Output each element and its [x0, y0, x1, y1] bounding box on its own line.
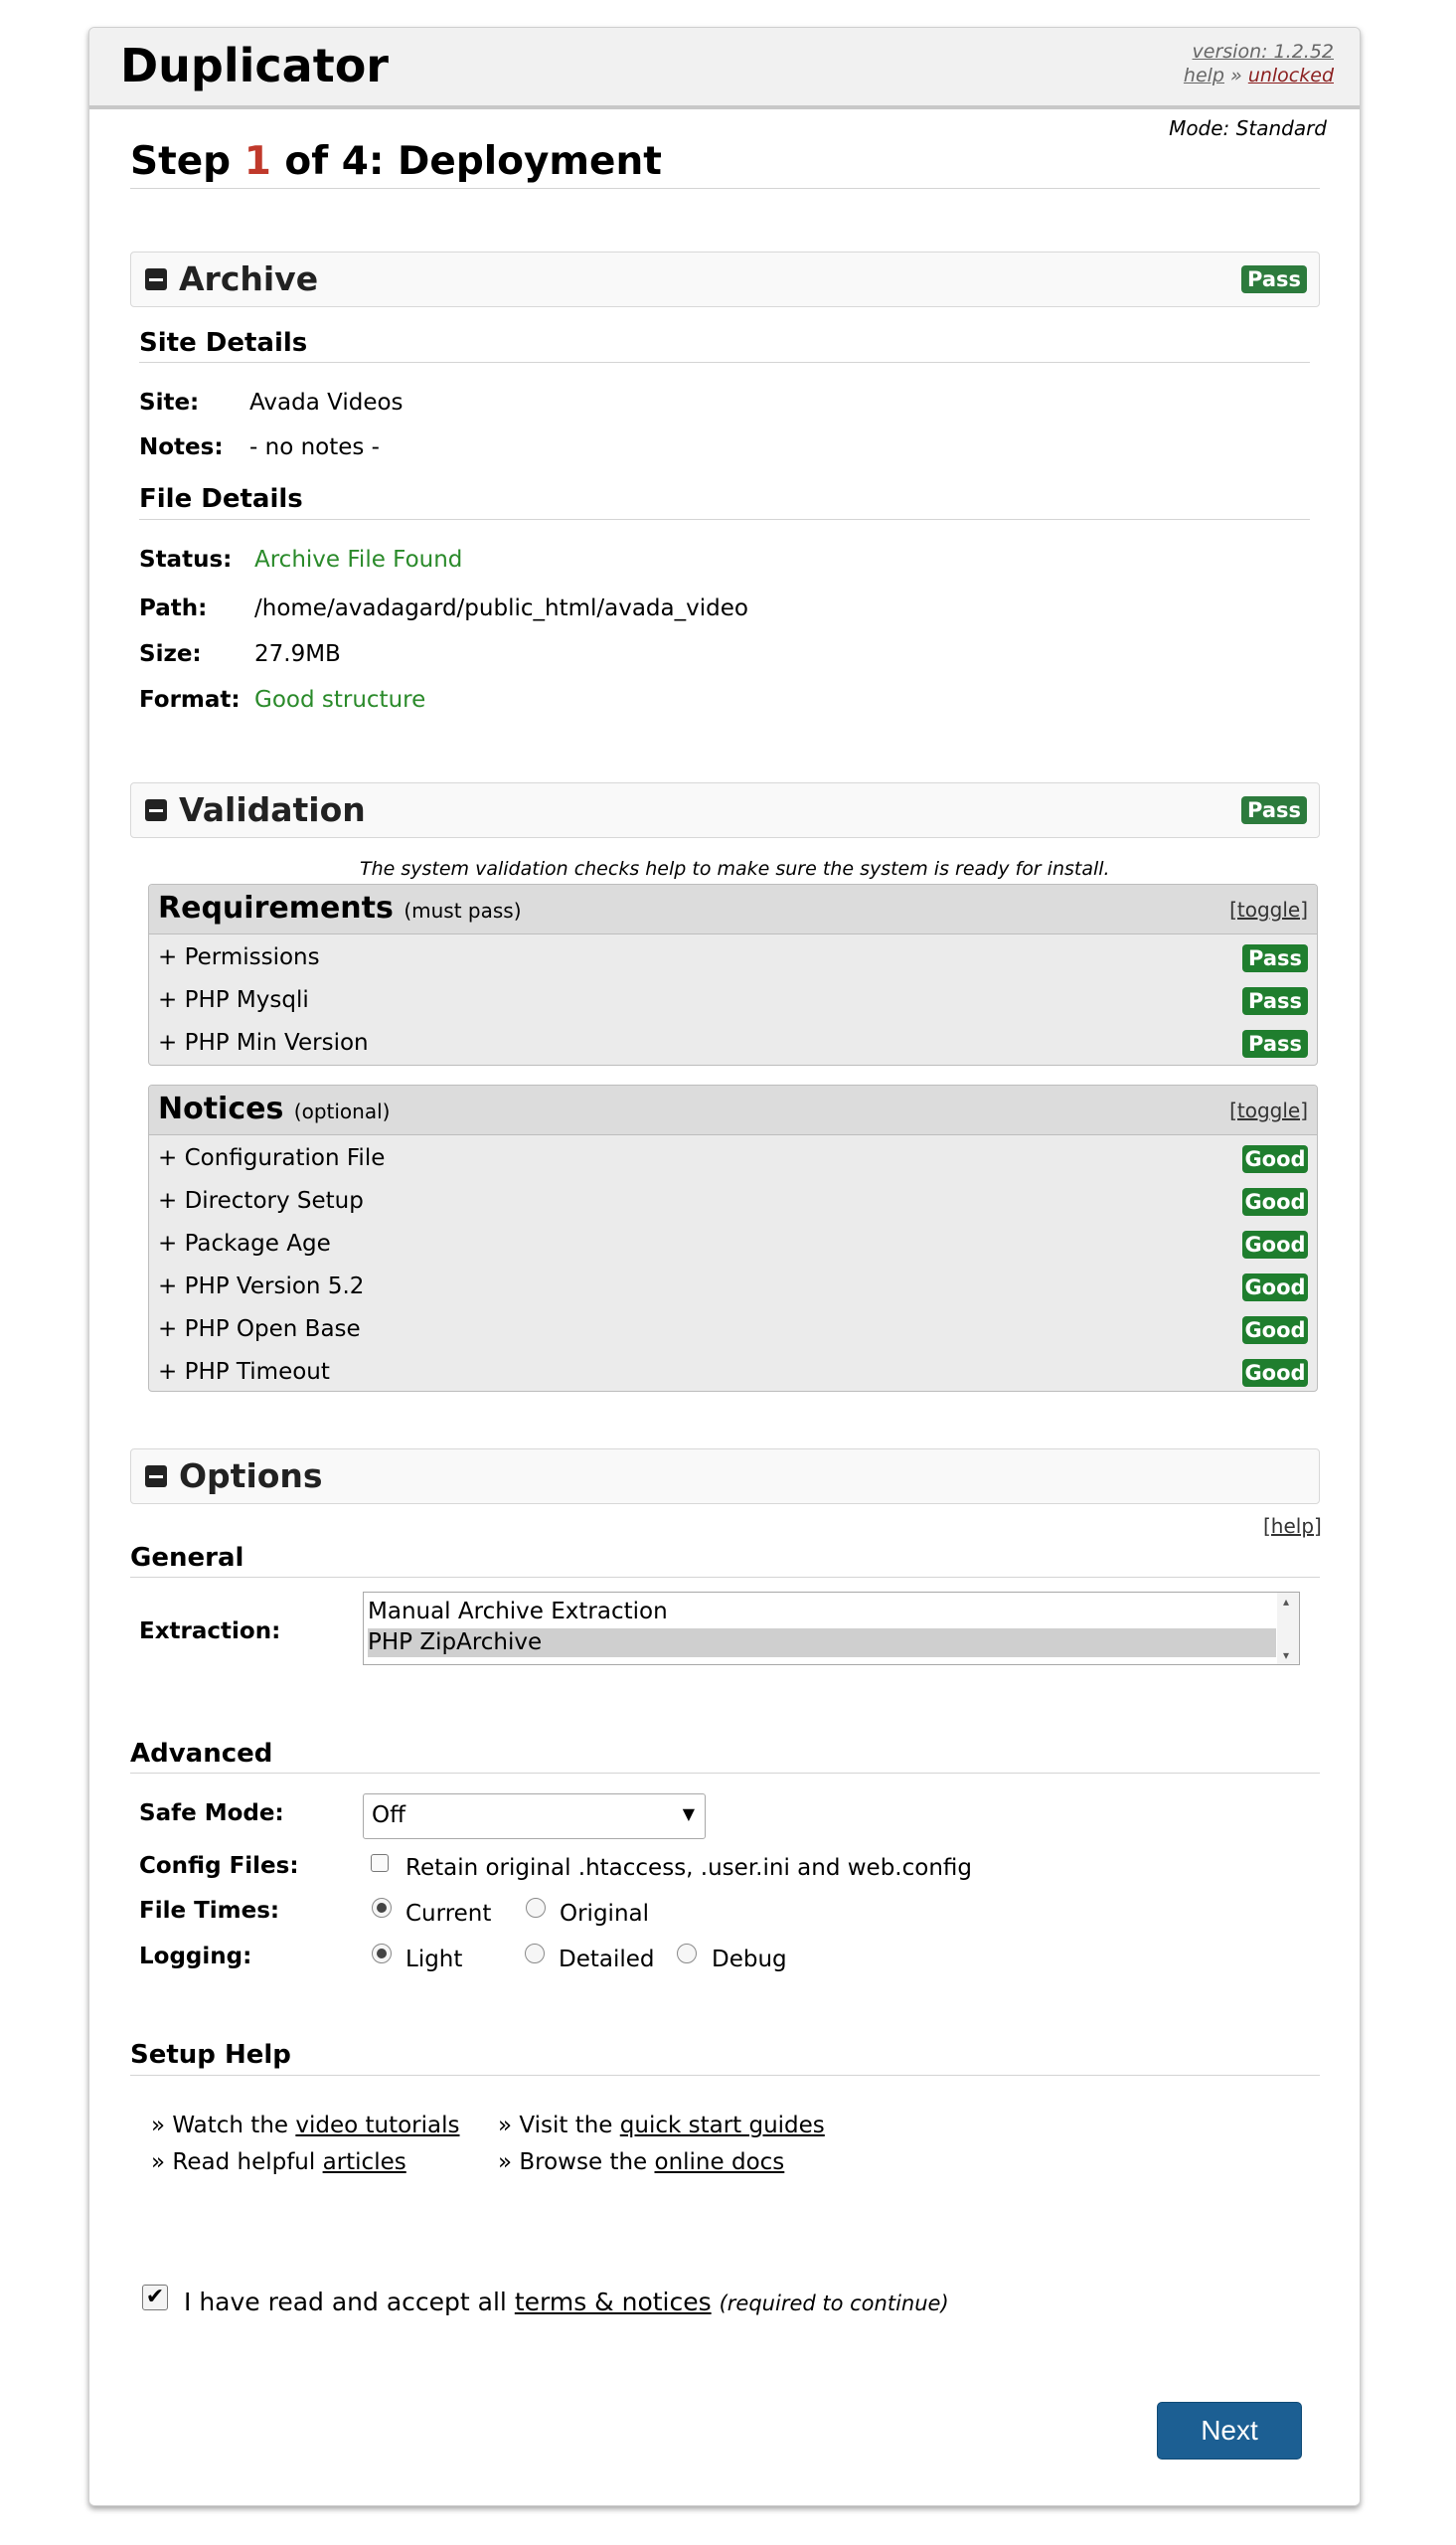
- notice-badge-open-base: Good: [1242, 1316, 1308, 1344]
- collapse-icon[interactable]: [145, 268, 167, 290]
- notice-badge-config-file: Good: [1242, 1145, 1308, 1173]
- notice-badge-package-age: Good: [1242, 1231, 1308, 1259]
- format-value: Good structure: [254, 687, 426, 713]
- validation-section-header[interactable]: [130, 782, 1320, 838]
- logging-light-label: Light: [405, 1947, 463, 1972]
- checkmark-icon: ✔: [145, 2285, 165, 2309]
- mode-label: Mode: Standard: [1169, 116, 1327, 140]
- logging-detailed-label: Detailed: [559, 1947, 655, 1972]
- notice-badge-php-version: Good: [1242, 1273, 1308, 1301]
- next-button[interactable]: Next: [1157, 2402, 1302, 2460]
- archive-status-badge: Pass: [1241, 265, 1307, 293]
- extraction-listbox[interactable]: [363, 1592, 1300, 1665]
- notice-item-directory-setup[interactable]: + Directory Setup: [158, 1188, 364, 1214]
- file-times-current-radio[interactable]: [372, 1898, 392, 1918]
- notes-value: - no notes -: [249, 434, 380, 460]
- collapse-icon[interactable]: [145, 1465, 167, 1487]
- req-badge-permissions: Pass: [1242, 944, 1308, 972]
- req-badge-min-version: Pass: [1242, 1030, 1308, 1058]
- collapse-icon[interactable]: [145, 799, 167, 821]
- notices-toggle[interactable]: [toggle]: [1229, 1099, 1308, 1122]
- unlocked-link[interactable]: unlocked: [1247, 65, 1334, 86]
- archive-title: Archive: [179, 259, 319, 298]
- archive-section-header[interactable]: [130, 252, 1320, 307]
- scroll-down-icon[interactable]: ▾: [1283, 1648, 1290, 1662]
- safe-mode-value: Off: [372, 1802, 405, 1828]
- requirements-toggle[interactable]: [toggle]: [1229, 898, 1308, 922]
- advanced-heading: Advanced: [130, 1739, 273, 1769]
- logging-label: Logging:: [139, 1944, 252, 1969]
- notice-item-open-base[interactable]: + PHP Open Base: [158, 1316, 361, 1342]
- requirements-title: Requirements: [158, 891, 394, 926]
- options-section-header[interactable]: [130, 1448, 1320, 1504]
- notice-badge-directory-setup: Good: [1242, 1188, 1308, 1216]
- extraction-option-ziparchive[interactable]: PHP ZipArchive: [368, 1628, 1276, 1657]
- help-visit: » Visit the quick start guides: [498, 2113, 825, 2138]
- validation-status-badge: Pass: [1241, 796, 1307, 824]
- req-item-min-version[interactable]: + PHP Min Version: [158, 1030, 369, 1056]
- options-title: Options: [179, 1456, 323, 1495]
- site-value: Avada Videos: [249, 390, 404, 416]
- site-details-heading: Site Details: [139, 328, 308, 358]
- notices-panel: [148, 1085, 1318, 1392]
- file-times-original-radio[interactable]: [526, 1898, 546, 1918]
- accept-note: (required to continue): [719, 2291, 949, 2315]
- scroll-up-icon[interactable]: ▴: [1283, 1595, 1290, 1609]
- help-link[interactable]: help: [1183, 65, 1224, 86]
- setup-help-heading: Setup Help: [130, 2040, 291, 2070]
- format-label: Format:: [139, 687, 241, 713]
- accept-terms-checkbox[interactable]: [142, 2285, 168, 2310]
- app-title: Duplicator: [120, 39, 389, 92]
- validation-title: Validation: [179, 790, 366, 829]
- file-times-current-label: Current: [405, 1901, 492, 1927]
- size-label: Size:: [139, 641, 202, 667]
- notes-label: Notes:: [139, 434, 224, 460]
- articles-link[interactable]: articles: [322, 2149, 406, 2175]
- help-read: » Read helpful articles: [151, 2149, 406, 2175]
- quick-start-guides-link[interactable]: quick start guides: [619, 2113, 825, 2138]
- online-docs-link[interactable]: online docs: [654, 2149, 785, 2175]
- extraction-option-manual[interactable]: Manual Archive Extraction: [368, 1599, 668, 1624]
- accept-terms-text: I have read and accept all terms & notices (required to continue): [184, 2288, 949, 2316]
- config-files-label: Config Files:: [139, 1853, 299, 1879]
- divider: [139, 519, 1310, 520]
- separator: »: [1230, 65, 1242, 86]
- notices-header: [149, 1086, 1317, 1135]
- divider: [130, 188, 1320, 189]
- divider: [139, 362, 1310, 363]
- notice-item-php-version[interactable]: + PHP Version 5.2: [158, 1273, 365, 1299]
- notice-item-config-file[interactable]: + Configuration File: [158, 1145, 386, 1171]
- file-times-label: File Times:: [139, 1898, 280, 1924]
- path-value: /home/avadagard/public_html/avada_video: [254, 595, 748, 621]
- divider: [130, 1773, 1320, 1774]
- config-files-checkbox[interactable]: [371, 1854, 389, 1872]
- size-value: 27.9MB: [254, 641, 341, 667]
- terms-notices-link[interactable]: terms & notices: [514, 2288, 712, 2316]
- page-title: Step 1 of 4: Deployment: [130, 139, 662, 184]
- file-times-original-label: Original: [560, 1901, 650, 1927]
- requirements-sub: (must pass): [404, 899, 522, 923]
- version-link[interactable]: version: 1.2.52: [1192, 41, 1334, 63]
- req-badge-mysqli: Pass: [1242, 987, 1308, 1015]
- divider: [130, 2075, 1320, 2076]
- logging-light-radio[interactable]: [372, 1944, 392, 1963]
- notice-badge-timeout: Good: [1242, 1359, 1308, 1387]
- site-label: Site:: [139, 390, 200, 416]
- config-files-text: Retain original .htaccess, .user.ini and web.config: [405, 1855, 972, 1881]
- extraction-label: Extraction:: [139, 1618, 281, 1644]
- listbox-scrollbar[interactable]: [1277, 1593, 1299, 1664]
- req-item-permissions[interactable]: + Permissions: [158, 944, 320, 970]
- path-label: Path:: [139, 595, 208, 621]
- video-tutorials-link[interactable]: video tutorials: [295, 2113, 460, 2138]
- logging-debug-radio[interactable]: [677, 1944, 697, 1963]
- notices-sub: (optional): [293, 1100, 391, 1123]
- validation-note: The system validation checks help to make sure the system is ready for install.: [360, 858, 1110, 880]
- help-browse: » Browse the online docs: [498, 2149, 785, 2175]
- options-help-link[interactable]: [help]: [1263, 1514, 1322, 1538]
- step-number: 1: [243, 139, 271, 184]
- general-heading: General: [130, 1543, 244, 1573]
- chevron-down-icon: ▼: [682, 1804, 695, 1823]
- notice-item-timeout[interactable]: + PHP Timeout: [158, 1359, 330, 1385]
- version-info: [1184, 40, 1334, 87]
- logging-debug-label: Debug: [712, 1947, 787, 1972]
- logging-detailed-radio[interactable]: [525, 1944, 545, 1963]
- divider: [130, 1577, 1320, 1578]
- notice-item-package-age[interactable]: + Package Age: [158, 1231, 331, 1257]
- help-watch: » Watch the video tutorials: [151, 2113, 460, 2138]
- notices-title: Notices: [158, 1092, 284, 1126]
- requirements-header: [149, 885, 1317, 934]
- header-bar: [89, 28, 1360, 109]
- req-item-mysqli[interactable]: + PHP Mysqli: [158, 987, 309, 1013]
- safe-mode-label: Safe Mode:: [139, 1800, 284, 1826]
- status-label: Status:: [139, 547, 233, 573]
- status-value: Archive File Found: [254, 547, 463, 573]
- file-details-heading: File Details: [139, 484, 303, 514]
- safe-mode-select[interactable]: [363, 1793, 706, 1839]
- requirements-panel: [148, 884, 1318, 1066]
